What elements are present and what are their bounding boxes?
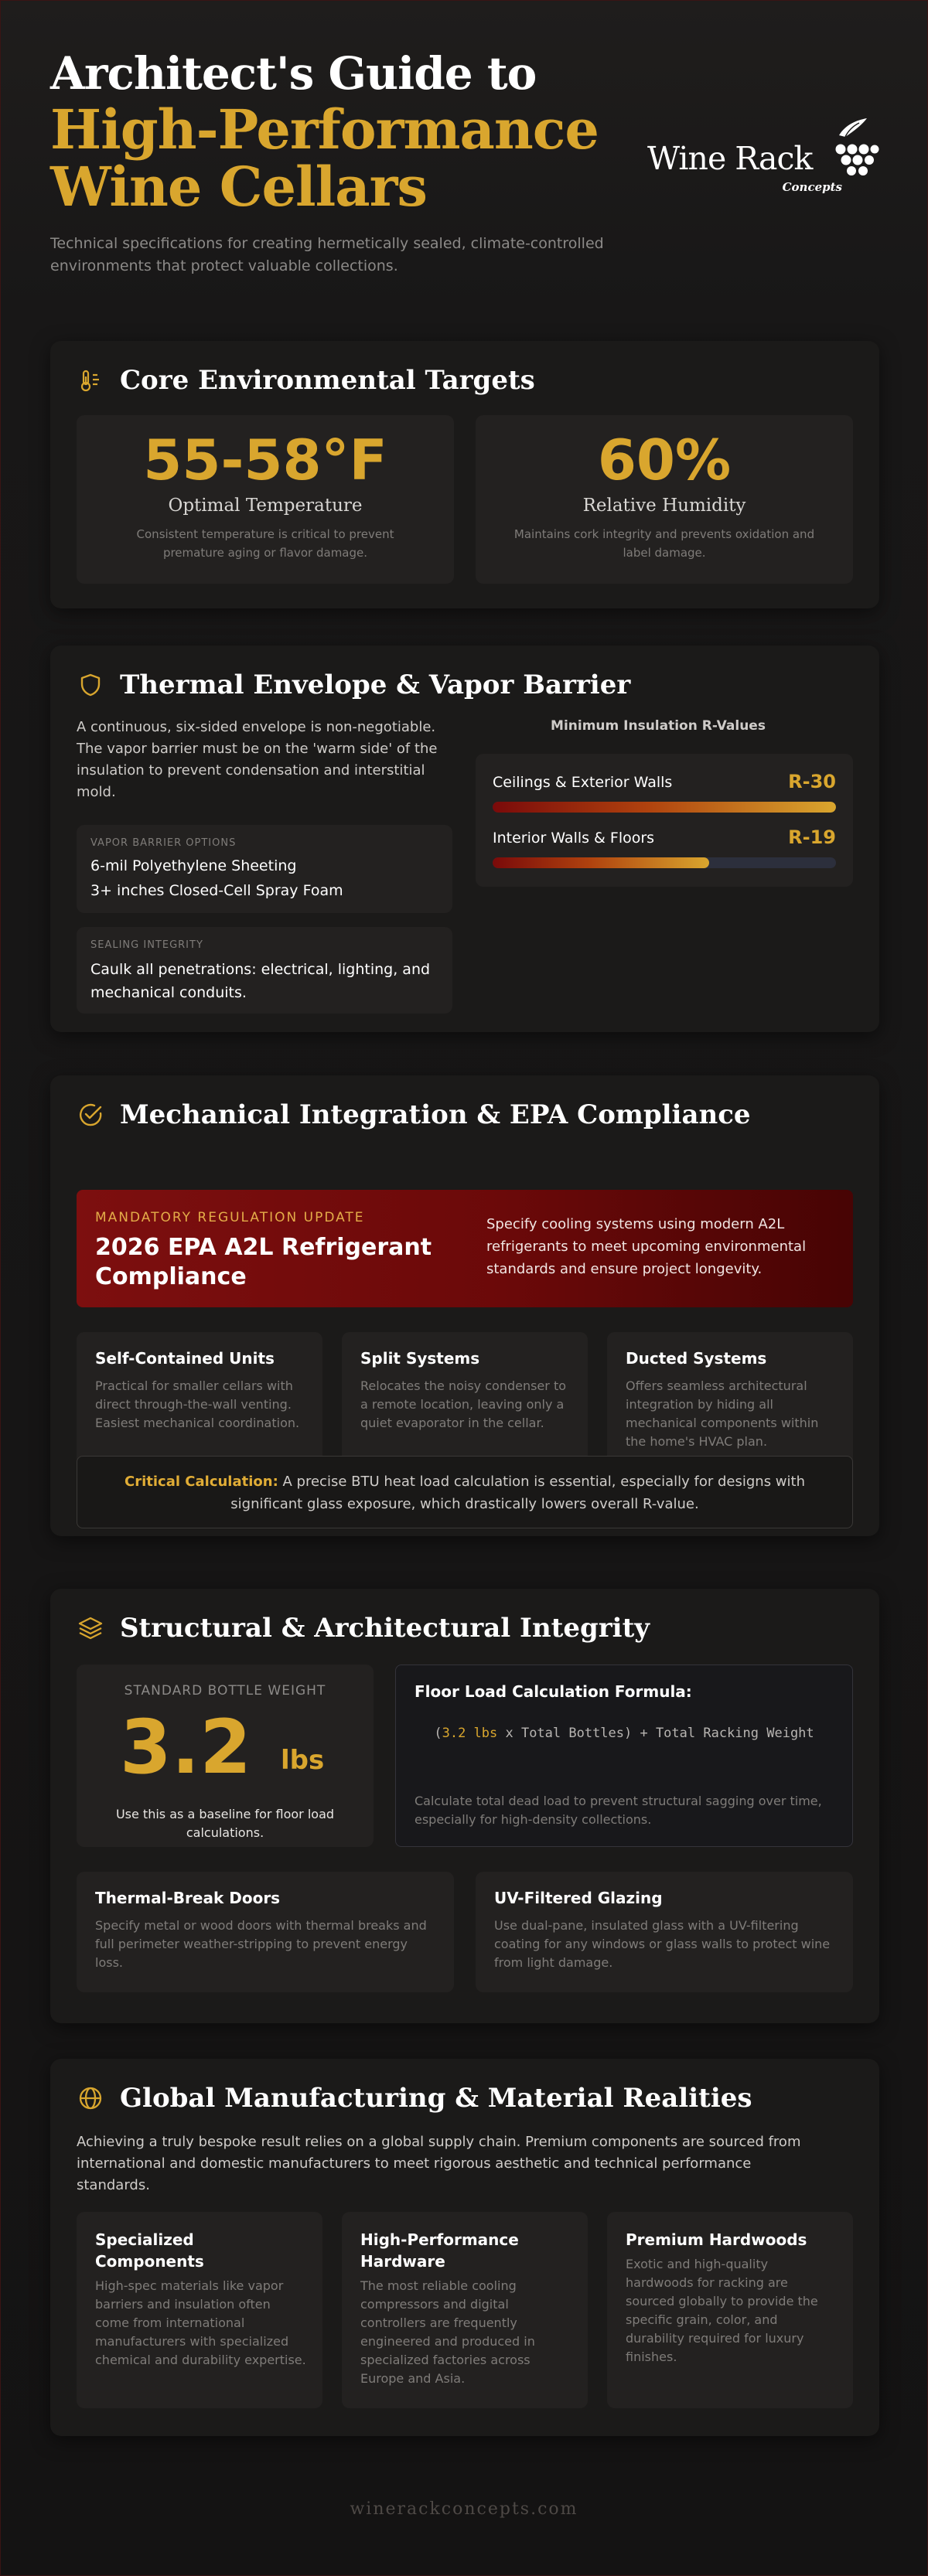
thermal-intro: A continuous, six-sided envelope is non-negotiable. The vapor barrier must be on the 'warm side' of the insulation to prevent condensation and interstitial mold. bbox=[77, 719, 438, 800]
system-title: Ducted Systems bbox=[626, 1349, 767, 1368]
rvalue-value: R-19 bbox=[788, 826, 836, 848]
system-description: Relocates the noisy condenser to a remote location, leaving only a quiet evaporator in the cellar. bbox=[360, 1378, 566, 1430]
title-line-2: High-Performance bbox=[50, 97, 599, 162]
stat-card-humidity bbox=[476, 415, 853, 584]
section-header bbox=[77, 1095, 751, 1134]
grape-cluster-icon bbox=[817, 117, 879, 186]
bottle-weight-value: 3.2 bbox=[120, 1704, 252, 1791]
global-card-description: Exotic and high-quality hardwoods for racking are sourced globally to provide the specific grain, color, and durability required for luxury finishes. bbox=[626, 2257, 818, 2364]
title-line-1: Architect's Guide to bbox=[50, 47, 537, 100]
vapor-option: 3+ inches Closed-Cell Spray Foam bbox=[90, 882, 343, 899]
system-card-self-contained bbox=[77, 1332, 322, 1473]
global-card-title: Premium Hardwoods bbox=[626, 2230, 807, 2249]
regulation-banner bbox=[77, 1190, 853, 1307]
global-card-hardware bbox=[342, 2212, 588, 2408]
system-card-ducted bbox=[607, 1332, 853, 1473]
global-card-components bbox=[77, 2212, 322, 2408]
rvalue-bar-fill bbox=[493, 857, 709, 868]
feature-card-thermal-break-doors bbox=[77, 1872, 454, 1992]
stat-value: 55-58°F bbox=[143, 428, 387, 492]
system-title: Self-Contained Units bbox=[95, 1349, 275, 1368]
section-header bbox=[77, 1609, 650, 1647]
feature-title: UV-Filtered Glazing bbox=[494, 1889, 663, 1907]
formula-expression bbox=[427, 1722, 821, 1745]
feature-description: Specify metal or wood doors with thermal breaks and full perimeter weather-stripping to prevent energy loss. bbox=[95, 1918, 427, 1970]
section-title: Structural & Architectural Integrity bbox=[120, 1613, 650, 1644]
title-line-3: Wine Cellars bbox=[50, 155, 427, 219]
rvalues-card bbox=[476, 754, 853, 887]
regulation-title: 2026 EPA A2L Refrigerant Compliance bbox=[95, 1234, 432, 1290]
formula-description: Calculate total dead load to prevent structural sagging over time, especially for high-density collections. bbox=[415, 1794, 822, 1827]
section-header bbox=[77, 666, 630, 704]
rvalue-bar bbox=[493, 802, 836, 813]
thermometer-icon bbox=[77, 366, 104, 394]
system-description: Offers seamless architectural integration by hiding all mechanical components within the home's HVAC plan. bbox=[626, 1378, 819, 1449]
global-intro: Achieving a truly bespoke result relies on a global supply chain. Premium components are sourced from international and domestic manufacturers to meet rigorous aesthetic and technical performance standards. bbox=[77, 2134, 801, 2193]
section-title: Core Environmental Targets bbox=[120, 365, 535, 396]
stat-value: 60% bbox=[597, 428, 732, 492]
page-subtitle: Technical specifications for creating hermetically sealed, climate-controlled environments that protect valuable collections. bbox=[50, 235, 604, 274]
formula-title: Floor Load Calculation Formula: bbox=[415, 1682, 692, 1701]
floor-load-formula-card bbox=[395, 1665, 853, 1847]
formula-weight: 3.2 lbs bbox=[442, 1726, 498, 1741]
section-core-targets bbox=[50, 341, 879, 608]
global-card-title: High-Performance Hardware bbox=[360, 2230, 519, 2271]
global-card-description: The most reliable cooling compressors and digital controllers are frequently engineered and produced in specialized factories across Europe and Asia. bbox=[360, 2278, 535, 2386]
regulation-kicker: MANDATORY REGULATION UPDATE bbox=[95, 1210, 365, 1225]
rvalue-label: Interior Walls & Floors bbox=[493, 830, 655, 847]
globe-icon bbox=[77, 2084, 104, 2112]
bottle-weight-description: Use this as a baseline for floor load calculations. bbox=[115, 1807, 335, 1840]
shield-icon bbox=[77, 671, 104, 699]
check-circle-icon bbox=[77, 1101, 104, 1129]
sealing-text: Caulk all penetrations: electrical, lighting, and mechanical conduits. bbox=[90, 961, 431, 1001]
system-description: Practical for smaller cellars with direct through-the-wall venting. Easiest mechanical coordination. bbox=[95, 1378, 300, 1430]
vapor-barrier-label: VAPOR BARRIER OPTIONS bbox=[90, 837, 237, 849]
stat-description: Consistent temperature is critical to prevent premature aging or flavor damage. bbox=[136, 527, 394, 560]
bottle-weight-card bbox=[77, 1665, 374, 1847]
sealing-label: SEALING INTEGRITY bbox=[90, 939, 203, 951]
global-card-hardwoods bbox=[607, 2212, 853, 2408]
feature-card-uv-glazing bbox=[476, 1872, 853, 1992]
vapor-barrier-card bbox=[77, 825, 452, 913]
rvalue-bar bbox=[493, 857, 836, 868]
system-card-split bbox=[342, 1332, 588, 1473]
formula-rest: x Total Bottles) + Total Racking Weight bbox=[497, 1726, 814, 1741]
formula-open-paren: ( bbox=[434, 1726, 442, 1741]
stat-card-temperature bbox=[77, 415, 454, 584]
section-header bbox=[77, 2079, 752, 2118]
critical-calculation-note bbox=[77, 1456, 853, 1528]
stat-description: Maintains cork integrity and prevents oxidation and label damage. bbox=[513, 527, 815, 560]
footer-url[interactable]: winerackconcepts.com bbox=[350, 2499, 578, 2519]
rvalue-value: R-30 bbox=[788, 771, 836, 792]
section-title: Global Manufacturing & Material Realities bbox=[120, 2083, 752, 2114]
section-structural bbox=[50, 1589, 879, 2023]
rvalue-bar-fill bbox=[493, 802, 836, 813]
rvalues-title: Minimum Insulation R-Values bbox=[551, 718, 766, 734]
section-thermal-envelope bbox=[50, 646, 879, 1032]
logo-text: Wine Rack bbox=[647, 140, 813, 177]
logo-subtext: Concepts bbox=[782, 180, 842, 194]
bottle-weight-unit: lbs bbox=[281, 1745, 325, 1776]
critical-label: Critical Calculation: bbox=[125, 1474, 278, 1490]
sealing-card bbox=[77, 927, 452, 1014]
header bbox=[50, 46, 879, 278]
stat-label: Relative Humidity bbox=[582, 496, 746, 516]
critical-text: A precise BTU heat load calculation is essential, especially for designs with significant glass exposure, which drastically lowers overall R-value. bbox=[230, 1474, 805, 1512]
bottle-weight-label: STANDARD BOTTLE WEIGHT bbox=[124, 1683, 326, 1699]
stat-label: Optimal Temperature bbox=[168, 496, 363, 516]
section-title: Mechanical Integration & EPA Compliance bbox=[120, 1099, 751, 1130]
global-card-title: Specialized Components bbox=[95, 2230, 204, 2271]
feature-description: Use dual-pane, insulated glass with a UV-filtering coating for any windows or glass walls to protect wine from light damage. bbox=[494, 1918, 831, 1970]
vapor-option: 6-mil Polyethylene Sheeting bbox=[90, 857, 297, 874]
section-mechanical bbox=[50, 1075, 879, 1536]
section-title: Thermal Envelope & Vapor Barrier bbox=[120, 670, 631, 700]
rvalue-label: Ceilings & Exterior Walls bbox=[493, 774, 673, 791]
section-header bbox=[77, 361, 535, 400]
system-title: Split Systems bbox=[360, 1349, 480, 1368]
brand-logo bbox=[647, 117, 879, 194]
global-card-description: High-spec materials like vapor barriers and insulation often come from international manufacturers with specialized chemical and durability expertise. bbox=[95, 2278, 306, 2367]
regulation-description: Specify cooling systems using modern A2L refrigerants to meet upcoming environmental standards and ensure project longevity. bbox=[486, 1216, 807, 1277]
section-global-manufacturing bbox=[50, 2059, 879, 2436]
feature-title: Thermal-Break Doors bbox=[95, 1889, 281, 1907]
layers-icon bbox=[77, 1614, 104, 1642]
